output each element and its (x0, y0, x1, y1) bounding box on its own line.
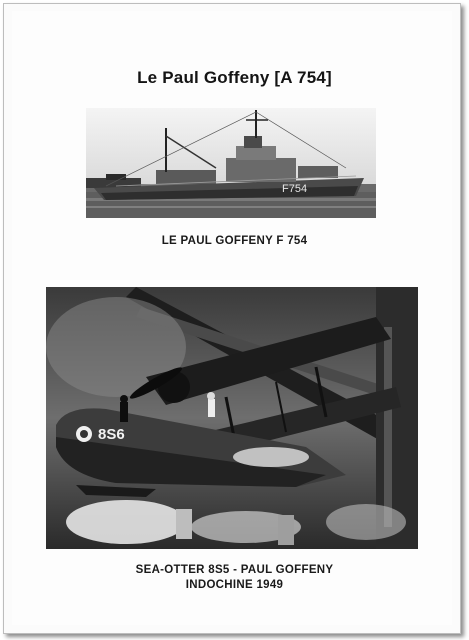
ship-photo (86, 108, 376, 218)
page-title: Le Paul Goffeny [A 754] (137, 68, 332, 87)
aircraft-caption-line-1: SEA-OTTER 8S5 - PAUL GOFFENY (135, 564, 334, 576)
ship-caption: LE PAUL GOFFENY F 754 (161, 235, 308, 247)
aircraft-caption-line-2: INDOCHINE 1949 (185, 579, 284, 591)
ship-hull-number: F754 (282, 183, 308, 195)
aircraft-caption (0, 563, 469, 593)
aircraft-photo (46, 287, 418, 549)
aircraft-marking: 8S6 (98, 426, 125, 443)
